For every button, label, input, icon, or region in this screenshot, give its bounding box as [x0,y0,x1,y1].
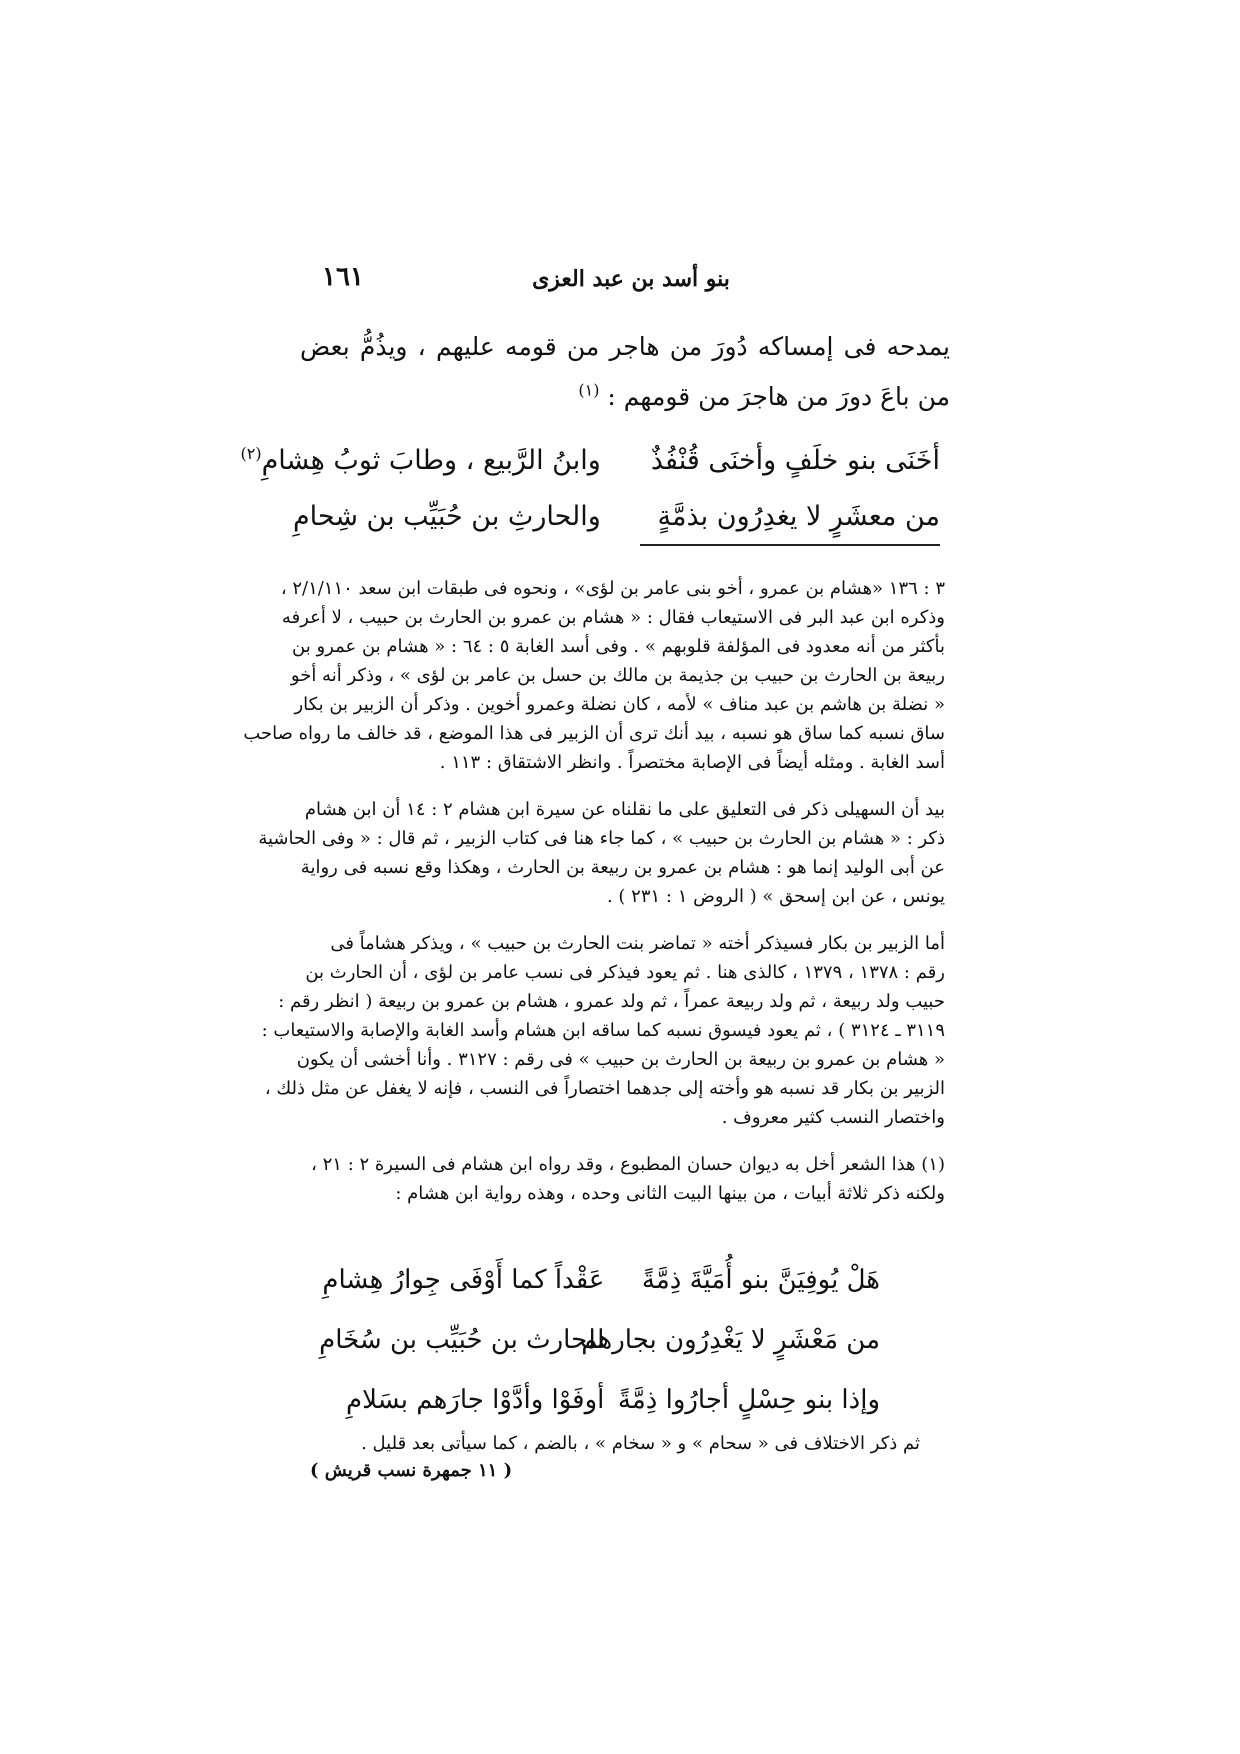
footnote-line: واختصار النسب كثير معروف . [721,1107,945,1128]
verse-line [319,1310,880,1370]
closing-note: ثم ذكر الاختلاف فى « سحام » و « سخام » ، بالضم ، كما سيأتى بعد قليل . [361,1433,920,1454]
hemistich-second: وابنُ الرَّبيع ، وطابَ ثوبُ هِشامِ$^{(٢)}$ [240,443,601,476]
footnote-line: ربيعة بن الحارث بن حبيب بن جذيمة بن مالك بن حسل بن عامر بن لؤى » ، وذكر أنه أخو [290,665,945,686]
footnote-line: رقم : ١٣٧٨ ، ١٣٧٩ ، كالذى هنا . ثم يعود فيذكر فى نسب عامر بن لؤى ، أن الحارث بن [305,962,945,983]
footnote-line: بأكثر من أنه معدود فى المؤلفة قلوبهم » . وفى أسد الغابة ٥ : ٦٤ : « هشام بن عمرو بن [292,636,945,657]
footnote-line: ذكر : « هشام بن الحارث بن حبيب » ، كما جاء هنا فى كتاب الزبير ، ثم قال : « وفى الحاشية [258,828,945,849]
hemistich-second: للحارث بن حُبَيِّب بن سُخَامِ [319,1325,605,1355]
verse-line [322,1250,880,1310]
footnote-line: عن أبى الوليد إنما هو : هشام بن عمرو بن ربيعة بن الحارث ، وهكذا وقع نسبه فى رواية [300,857,945,878]
quoted-poem [319,1250,880,1430]
hemistich-second: أوفَوْا وأدَّوْا جارَهم بسَلامِ [345,1385,605,1415]
signature-mark: ( ١١ جمهرة نسب قريش ) [310,1460,513,1481]
hemistich-first: من معشَرٍ لا يغدِرُون بذمَّةٍ [657,500,940,532]
verse-line [240,432,940,488]
footnote-line: أما الزبير بن بكار فسيذكر أخته « تماضر بنت الحارث بن حبيب » ، ويذكر هشاماً فى [330,933,945,954]
intro-line-1: يمدحه فى إمساكه دُورَ من هاجر من قومه عليهم ، ويذُمُّ بعض من باعَ دورَ من [300,332,950,411]
page-header [322,262,940,302]
footnote-line: ٣١١٩ ـ ٣١٢٤ ) ، ثم يعود فيسوق نسبه كما ساقه ابن هشام وأسد الغابة والإصابة والاستيعاب : [261,1020,945,1041]
footnote-line: بيد أن السهيلى ذكر فى التعليق على ما نقلناه عن سيرة ابن هشام ٢ : ١٤ أن ابن هشام [304,799,945,820]
verse-line [345,1370,880,1430]
hemistich-first: هَلْ يُوفِيَنَّ بنو أُمَيَّةَ ذِمَّةً [641,1265,880,1295]
verse-line [292,488,940,544]
footnote-separator [640,544,940,546]
page-number: ١٦١ [322,262,364,292]
intro-line-2: هاجرَ من قومهم : [607,382,789,411]
footnote-line: حبيب ولد ربيعة ، ثم ولد ربيعة عمراً ، ثم ولد عمرو ، هشام بن عمرو بن ربيعة ( انظر رقم : [278,991,945,1012]
hemistich-first: من مَعْشَرٍ لا يَغْدِرُون بجارهم [581,1325,880,1355]
hemistich-second: والحارثِ بن حُبَيِّب بن شِحامِ [292,500,601,532]
footnote-ref-2: (٢) [240,443,262,463]
footnotes-section [243,574,945,1226]
footnote-line: « هشام بن عمرو بن ربيعة بن الحارث بن حبيب » فى رقم : ٣١٢٧ . وأنا أخشى أن يكون [296,1049,945,1070]
footnote-line: (١) هذا الشعر أخل به ديوان حسان المطبوع ، وقد رواه ابن هشام فى السيرة ٢ : ٢١ ، [311,1154,945,1175]
hemistich-first: أخَنَى بنو خلَفٍ وأخنَى قُنْفُذٌ [650,444,940,476]
footnote-paragraph [300,1150,945,1208]
footnote-line: الزبير بن بكار قد نسبه هو وأخته إلى جدهما اختصاراً فى النسب ، فإنه لا يغفل عن مثل ذلك ، [264,1078,945,1099]
footnote-line: ساق نسبه كما ساق هو نسبه ، بيد أنك ترى أن الزبير فى هذا الموضع ، قد خالف ما رواه صاحب [243,723,945,744]
footnote-line: وذكره ابن عبد البر فى الاستيعاب فقال : « هشام بن عمرو بن الحارث بن حبيب ، لا أعرفه [281,607,945,628]
hemistich-second: عَقْداً كما أَوْفَى جِوارُ هِشامِ [322,1265,605,1295]
footnote-line: ٣ : ١٣٦ «هشام بن عمرو ، أخو بنى عامر بن لؤى» ، ونحوه فى طبقات ابن سعد ٢/١/١١٠ ، [280,578,945,599]
main-verses [240,432,940,544]
footnote-line: أسد الغابة . ومثله أيضاً فى الإصابة مختصراً . وانظر الاشتقاق : ١١٣ . [439,752,945,773]
footnote-line: « نضلة بن هاشم بن عبد مناف » لأمه ، كان نضلة وعمرو أخوين . وذكر أن الزبير بن بكار [294,694,945,715]
footnote-paragraph [243,574,945,777]
footnote-paragraph [258,795,945,911]
footnote-paragraph [261,929,945,1132]
running-title: بنو أسد بن عبد العزى [532,266,730,292]
footnote-line: يونس ، عن ابن إسحق » ( الروض ١ : ٢٣١ ) . [606,886,945,907]
footnote-line: ولكنه ذكر ثلاثة أبيات ، من بينها البيت الثانى وحده ، وهذه رواية ابن هشام : [395,1183,945,1204]
intro-paragraph [300,322,950,422]
footnote-ref-1: (١) [578,380,600,400]
hemistich-first: وإذا بنو حِسْلٍ أجارُوا ذِمَّةً [617,1385,880,1415]
